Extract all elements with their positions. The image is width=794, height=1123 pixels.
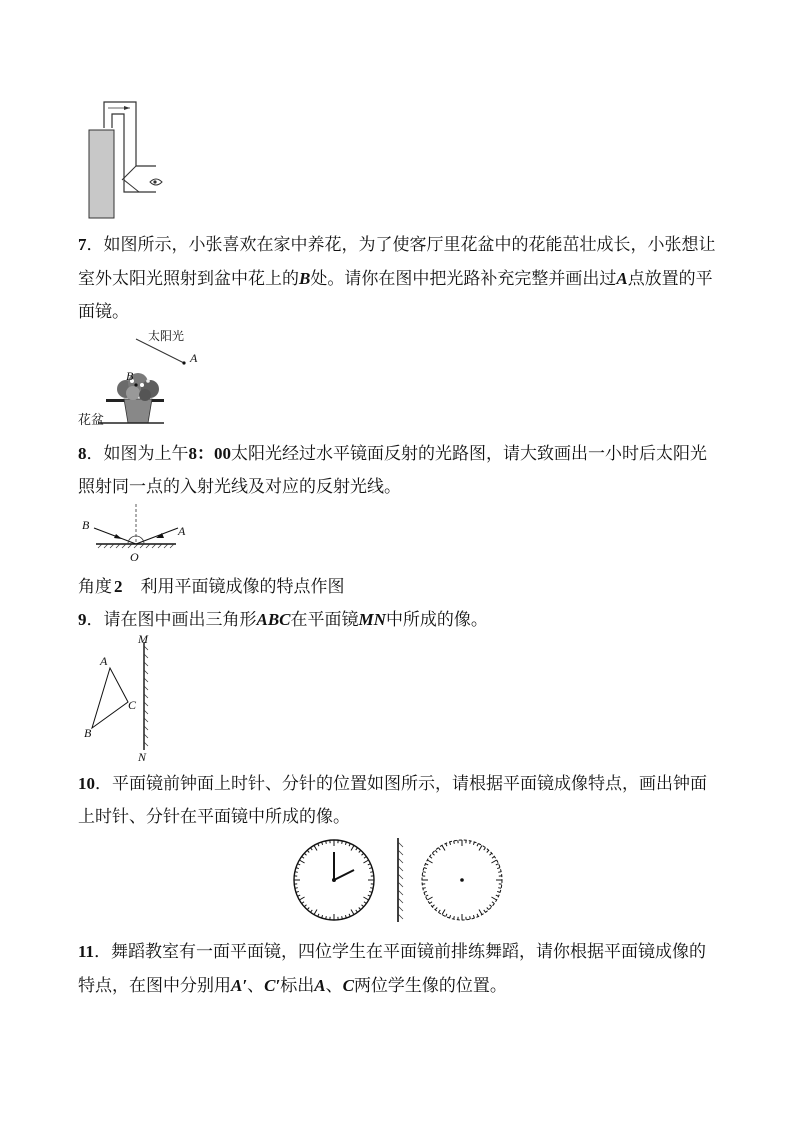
clock-tick xyxy=(473,915,474,918)
clock-tick xyxy=(297,895,300,896)
label-m: M xyxy=(138,632,148,646)
clock-tick xyxy=(314,845,317,850)
clock-tick xyxy=(479,845,482,850)
clock-tick xyxy=(424,868,427,869)
clock-tick xyxy=(496,895,499,896)
clock-tick xyxy=(477,914,478,917)
clock-tick xyxy=(484,910,486,912)
clock-tick xyxy=(368,864,371,865)
clock-tick xyxy=(364,902,366,904)
clock-tick xyxy=(498,888,501,889)
clock-tick xyxy=(349,914,350,917)
clock-tick xyxy=(318,914,319,917)
clock-tick xyxy=(299,897,304,900)
periscope-figure xyxy=(84,96,174,224)
clock-tick xyxy=(432,853,434,855)
clock-tick xyxy=(310,910,312,912)
label-o: O xyxy=(130,550,139,564)
clock-tick xyxy=(484,848,486,850)
clock-tick xyxy=(368,895,371,896)
hour-hand xyxy=(334,870,354,880)
periscope-tube-inner xyxy=(112,114,156,192)
clock-tick xyxy=(430,902,432,904)
clock-tick xyxy=(487,850,489,852)
q7-figure xyxy=(78,325,218,428)
clock-tick xyxy=(299,860,304,863)
question-number: 10 xyxy=(78,774,95,793)
clock-tick xyxy=(427,860,432,863)
clock-tick xyxy=(487,907,489,909)
clock-tick xyxy=(359,850,361,852)
q9-figure xyxy=(78,632,168,766)
sunlight-label: 太阳光 xyxy=(148,329,185,343)
label-b: B xyxy=(84,726,92,740)
clock-tick xyxy=(454,916,455,919)
clock-tick xyxy=(356,848,358,850)
section-heading: 角度 2 利用平面镜成像的特点作图 xyxy=(78,577,345,597)
clock-tick xyxy=(425,864,428,865)
clock-tick xyxy=(470,916,471,919)
question-number: 8 xyxy=(78,444,87,463)
label-b: B xyxy=(82,518,90,532)
label-c: C xyxy=(128,698,137,712)
eye-icon xyxy=(150,179,162,185)
clock-tick xyxy=(370,872,373,873)
question-number: 11 xyxy=(78,942,95,961)
clock-tick xyxy=(370,888,373,889)
clock-tick xyxy=(473,842,474,845)
clock-tick xyxy=(470,841,471,844)
label-a: A xyxy=(190,351,198,365)
clock-tick xyxy=(326,841,327,844)
clock-tick xyxy=(438,910,440,912)
question-number: 9 xyxy=(78,610,87,629)
reflected-ray xyxy=(136,528,178,544)
q8-figure xyxy=(78,500,198,568)
clock-tick xyxy=(356,910,358,912)
clock-tick xyxy=(310,848,312,850)
question-7: 7．如图所示，小张喜欢在家中养花，为了使客厅里花盆中的花能茁壮成长，小张想让室外太阳光照射到盆中花上的B处。请你在图中把光路补充完整并画出过A点放置的平面镜。 xyxy=(78,235,716,322)
clock-tick xyxy=(423,888,426,889)
clock-tick xyxy=(364,856,366,858)
clock-tick xyxy=(427,897,432,900)
clock-tick xyxy=(497,868,500,869)
clock-tick xyxy=(497,891,500,892)
clock-tick xyxy=(438,848,440,850)
clock-tick xyxy=(425,895,428,896)
clock-tick xyxy=(442,909,445,914)
clock-tick xyxy=(496,864,499,865)
clock-tick xyxy=(318,843,319,846)
clock-tick xyxy=(477,843,478,846)
point-b-dot xyxy=(134,383,137,386)
triangle-abc xyxy=(92,668,128,728)
clock-tick xyxy=(351,909,354,914)
clock-tick xyxy=(307,907,309,909)
clock-tick xyxy=(492,902,494,904)
clock-tick xyxy=(446,843,447,846)
clock-tick xyxy=(307,850,309,852)
question-10: 10．平面镜前钟面上时针、分针的位置如图所示，请根据平面镜成像特点，画出钟面上时针、分针在平面镜中所成的像。 xyxy=(78,774,707,827)
question-11: 11．舞蹈教室有一面平面镜，四位学生在平面镜前排练舞蹈，请你根据平面镜成像的特点，在图中分别用A′、C′标出A、C两位学生像的位置。 xyxy=(78,942,707,996)
question-8: 8．如图为上午8：00太阳光经过水平镜面反射的光路图，请大致画出一小时后太阳光照射同一点的入射光线及对应的反射光线。 xyxy=(78,444,707,497)
clock-tick xyxy=(304,905,306,907)
clock-tick xyxy=(454,841,455,844)
label-b: B xyxy=(126,369,134,383)
clock-tick xyxy=(314,909,317,914)
clock-tick xyxy=(491,860,496,863)
clock-tick xyxy=(450,915,451,918)
clock-tick xyxy=(450,842,451,845)
clock-tick xyxy=(479,909,482,914)
clock-tick xyxy=(295,888,298,889)
clock-tick xyxy=(302,856,304,858)
clock-tick xyxy=(489,853,491,855)
q10-clock-figure xyxy=(290,836,506,924)
clock-face xyxy=(294,840,374,920)
clock-tick xyxy=(363,860,368,863)
wall xyxy=(89,130,114,218)
clock-tick xyxy=(491,897,496,900)
clock-tick xyxy=(359,907,361,909)
clock-tick xyxy=(326,916,327,919)
label-a: A xyxy=(100,654,108,668)
clock-tick xyxy=(304,853,306,855)
point-a-dot xyxy=(182,361,185,364)
clock-tick xyxy=(498,872,501,873)
clock-tick xyxy=(489,905,491,907)
plane-mirror xyxy=(398,838,403,922)
flower-pot-label: 花盆 xyxy=(78,413,105,428)
clock-tick xyxy=(423,872,426,873)
clock-tick xyxy=(349,843,350,846)
clock-tick xyxy=(435,907,437,909)
clock-tick xyxy=(342,841,343,844)
label-n: N xyxy=(138,750,147,764)
clock-tick xyxy=(432,905,434,907)
clock-tick xyxy=(363,897,368,900)
clock-tick xyxy=(442,845,445,850)
clock-tick xyxy=(435,850,437,852)
clock-tick xyxy=(361,905,363,907)
clock-tick xyxy=(351,845,354,850)
clock-tick xyxy=(424,891,427,892)
label-a: A xyxy=(178,524,186,538)
clock-tick xyxy=(430,856,432,858)
clock-tick xyxy=(295,872,298,873)
clock-tick xyxy=(492,856,494,858)
clock-tick xyxy=(302,902,304,904)
clock-tick xyxy=(361,853,363,855)
clock-tick xyxy=(446,914,447,917)
question-number: 7 xyxy=(78,235,87,254)
mirror-image-clock-face xyxy=(422,840,502,920)
question-9: 9．请在图中画出三角形ABC在平面镜MN中所成的像。 xyxy=(78,610,488,630)
clock-tick xyxy=(297,864,300,865)
clock-tick xyxy=(342,916,343,919)
